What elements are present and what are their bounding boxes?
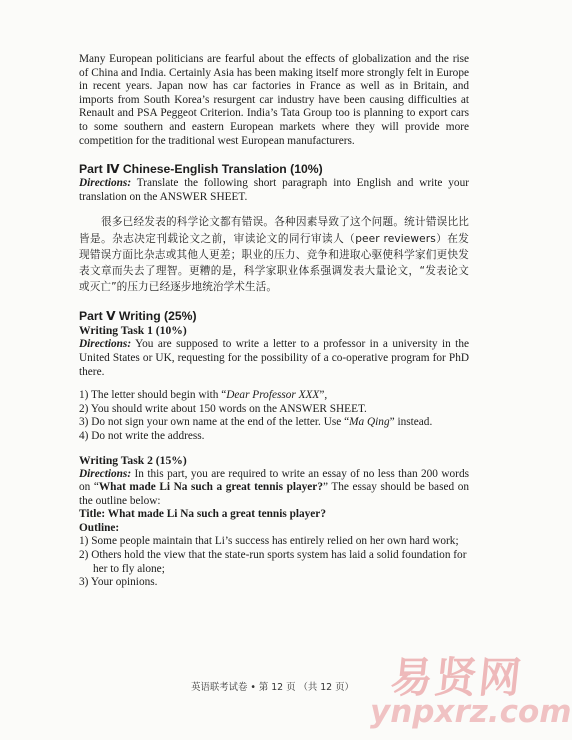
list-item: 1) The letter should begin with “Dear Professor XXX”, (79, 389, 328, 402)
watermark-logo-text: 易贤网 (388, 653, 526, 702)
part4-directions (79, 177, 469, 204)
page-footer: 英语联考试卷 • 第 12 页 （共 12 页） (191, 682, 354, 693)
directions-text: Translate the following short paragraph into English and write your translation on the ANSWER SHEET. (79, 177, 469, 203)
watermark-url: ynpxrz.com (370, 694, 572, 730)
task2-directions: Directions: In this part, you are required to write an essay of no less than 200 words on “What made Li Na such a great tennis player?” The essay should be based on the outline below: (79, 467, 469, 507)
list-item: 1) Some people maintain that Li’s success has entirely relied on her own hard work; (79, 535, 459, 548)
list-item: 2) You should write about 150 words on the ANSWER SHEET. (79, 402, 367, 415)
list-item: 3) Do not sign your own name at the end of the letter. Use “Ma Qing” instead. (79, 416, 433, 429)
directions-label: Directions: (79, 177, 132, 190)
essay-topic: What made Li Na such a great tennis player? (98, 481, 323, 494)
directions-label: Directions: (79, 467, 132, 480)
list-item: 2) Others hold the view that the state-run sports system has laid a solid foundation for her to fly alone; (79, 549, 467, 575)
task1-directions (79, 338, 469, 379)
outline-label: Outline: (79, 521, 120, 534)
chinese-paragraph: 很多已经发表的科学论文都有错误。各种因素导致了这个问题。统计错误比比皆是。杂志决定刊载论文之前，审读论文的同行审读人（peer reviewers）在发现错误方面比杂志或其他人更差；职业的压力、竞争和进取心驱使科学家们更快发表文章而失去了理智。更糟的是，科学家职业体系强调发表大量论文，“发表论文或灭亡”的压力已经逐步地统治学术生活。 (79, 216, 469, 294)
part5-heading: Part Ⅴ Writing (25%) (79, 309, 197, 324)
task2-heading: Writing Task 2 (15%) (79, 453, 187, 467)
task1-requirements (79, 389, 469, 443)
part4-heading: Part Ⅳ Chinese-English Translation (10%) (79, 162, 323, 177)
page-content (79, 53, 469, 590)
essay-title: Title: What made Li Na such a great tennis player? (79, 508, 326, 521)
list-item: 3) Your opinions. (79, 576, 158, 589)
outline-list (79, 535, 469, 589)
list-item: 4) Do not write the address. (79, 429, 205, 442)
directions-text: You are supposed to write a letter to a professor in a university in the United States or UK, requesting for the possibility of a co-operative program for PhD there. (79, 338, 469, 378)
directions-label: Directions: (79, 338, 132, 351)
task1-heading: Writing Task 1 (10%) (79, 324, 187, 338)
intro-paragraph: Many European politicians are fearful about the effects of globalization and the rise of China and India. Certainly Asia has been making itself more strongly felt in Europe in recent years. Japan now has car factories in France as well as in Britain, and imports from South Korea’s resurgent car industry have been causing difficulties at Renault and PSA Peggeot Criterion. India’s Tata Group too is planning to export cars to some southern and eastern European markets where they will provide more competition for the traditional west European manufacturers. (79, 53, 469, 147)
